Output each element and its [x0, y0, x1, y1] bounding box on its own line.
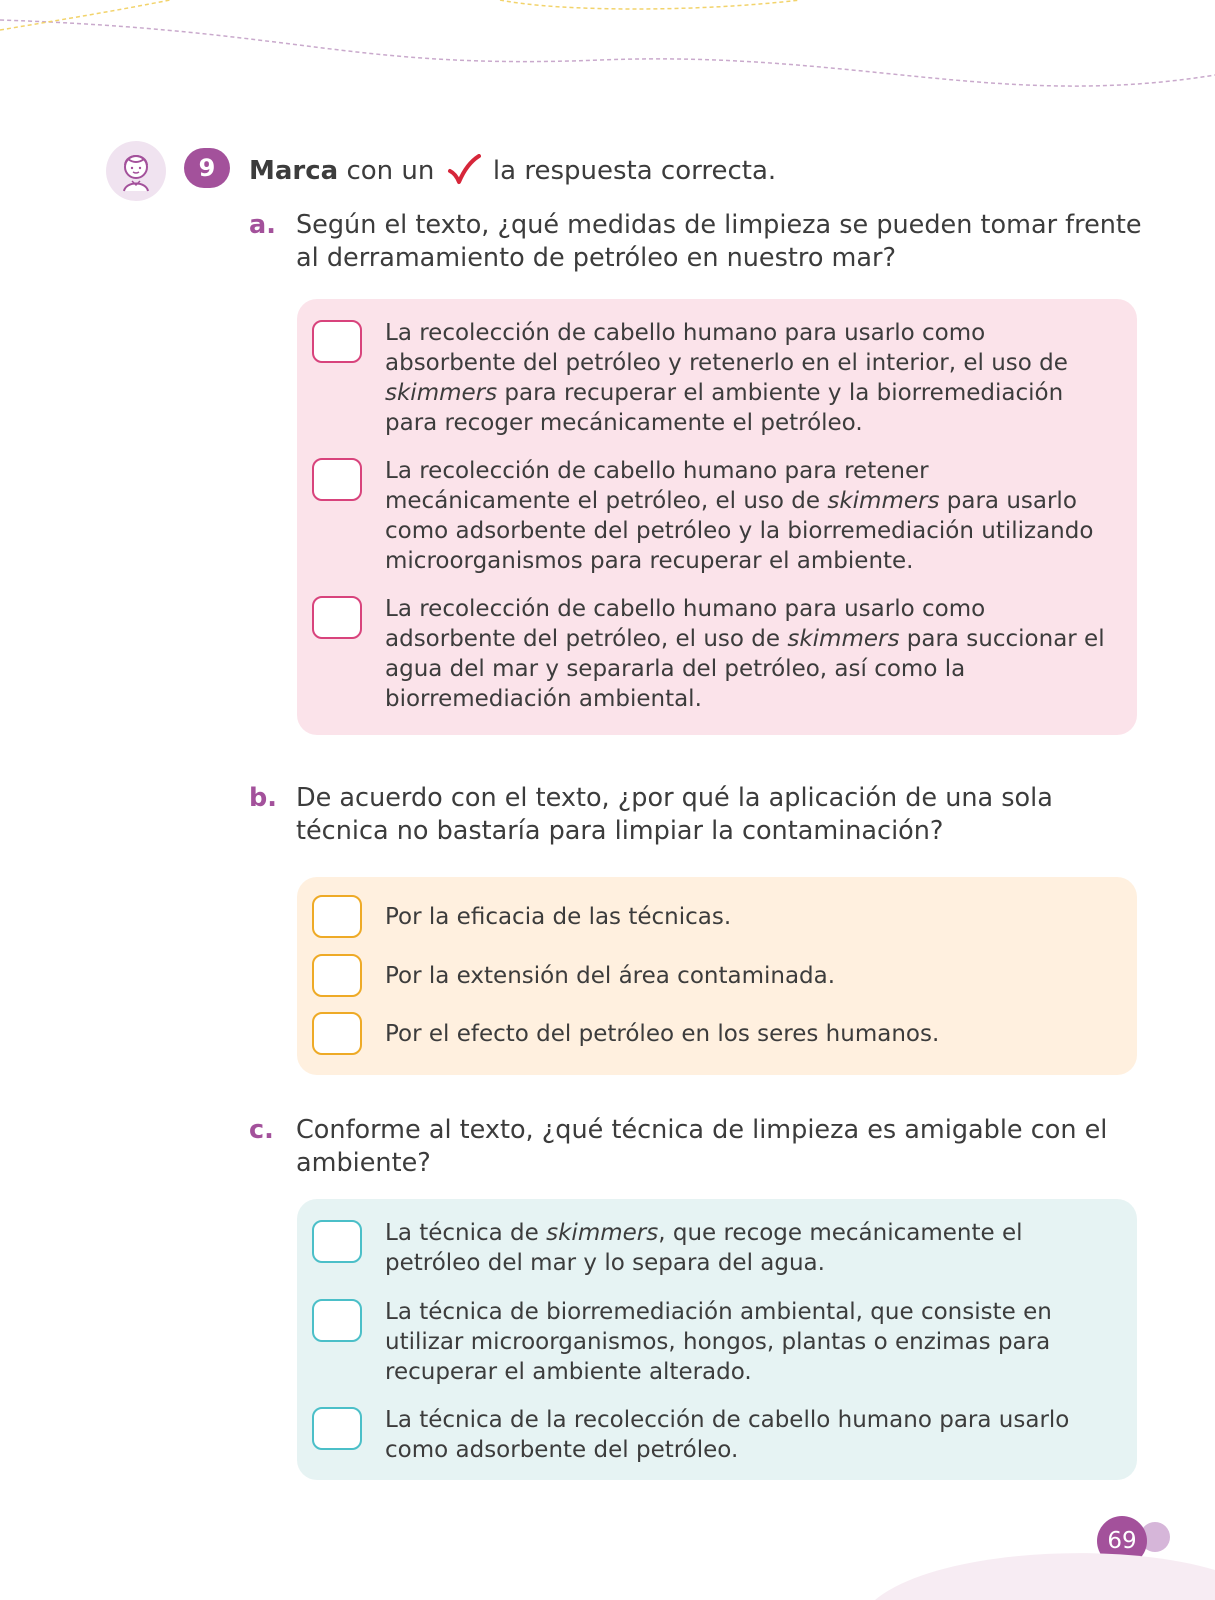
instruction-after-icon: la respuesta correcta. — [492, 156, 777, 186]
answer-checkbox[interactable] — [312, 954, 362, 997]
instruction-text — [249, 154, 776, 187]
instruction-verb: Marca — [249, 156, 339, 186]
question-letter: b. — [249, 783, 277, 813]
answer-checkbox[interactable] — [312, 1220, 362, 1263]
question-letter: a. — [249, 210, 276, 240]
options-box-c — [297, 1199, 1137, 1480]
option-text: La técnica de la recolección de cabello humano para usarlo como adsorbente del petróleo. — [385, 1407, 1070, 1463]
decorative-bottom-shape — [815, 1540, 1215, 1600]
check-icon — [447, 154, 481, 186]
exercise-number-badge: 9 — [184, 148, 230, 188]
options-box-a — [297, 299, 1137, 735]
answer-checkbox[interactable] — [312, 1299, 362, 1342]
option-text: La recolección de cabello humano para retener mecánicamente el petróleo, el uso de skimmers para usarlo como adsorbente del petróleo y la biorremediación utilizando microorganismos para recuperar el ambiente. — [385, 458, 1094, 574]
option-text: La técnica de skimmers, que recoge mecánicamente el petróleo del mar y lo separa del agua. — [385, 1220, 1023, 1276]
answer-checkbox[interactable] — [312, 1407, 362, 1450]
page-number: 69 — [1097, 1516, 1147, 1566]
question-c — [249, 1114, 1149, 1180]
option-text: La recolección de cabello humano para usarlo como absorbente del petróleo y retenerlo en el interior, el uso de skimmers para recuperar el ambiente y la biorremediación para recoger mecánicamente el petróleo. — [385, 320, 1068, 436]
option-text: Por la eficacia de las técnicas. — [385, 904, 732, 930]
student-avatar-icon — [106, 141, 166, 201]
option-text: Por la extensión del área contaminada. — [385, 963, 836, 989]
option-text: Por el efecto del petróleo en los seres humanos. — [385, 1021, 940, 1047]
instruction-before-icon: con un — [346, 156, 435, 186]
option-text: La técnica de biorremediación ambiental, que consiste en utilizar microorganismos, hongos, plantas o enzimas para recuperar el ambiente alterado. — [385, 1299, 1052, 1385]
answer-checkbox[interactable] — [312, 596, 362, 639]
question-text: De acuerdo con el texto, ¿por qué la aplicación de una sola técnica no bastaría para limpiar la contaminación? — [296, 783, 1053, 846]
answer-checkbox[interactable] — [312, 1012, 362, 1055]
answer-checkbox[interactable] — [312, 895, 362, 938]
answer-checkbox[interactable] — [312, 458, 362, 501]
answer-checkbox[interactable] — [312, 320, 362, 363]
question-text: Según el texto, ¿qué medidas de limpieza se pueden tomar frente al derramamiento de petróleo en nuestro mar? — [296, 210, 1142, 273]
question-a — [249, 209, 1149, 275]
options-box-b — [297, 877, 1137, 1075]
option-text: La recolección de cabello humano para usarlo como adsorbente del petróleo, el uso de skimmers para succionar el agua del mar y separarla del petróleo, así como la biorremediación ambiental. — [385, 596, 1105, 712]
question-letter: c. — [249, 1115, 274, 1145]
question-b — [249, 782, 1149, 848]
question-text: Conforme al texto, ¿qué técnica de limpieza es amigable con el ambiente? — [296, 1115, 1108, 1178]
decorative-top-lines — [0, 0, 1215, 110]
